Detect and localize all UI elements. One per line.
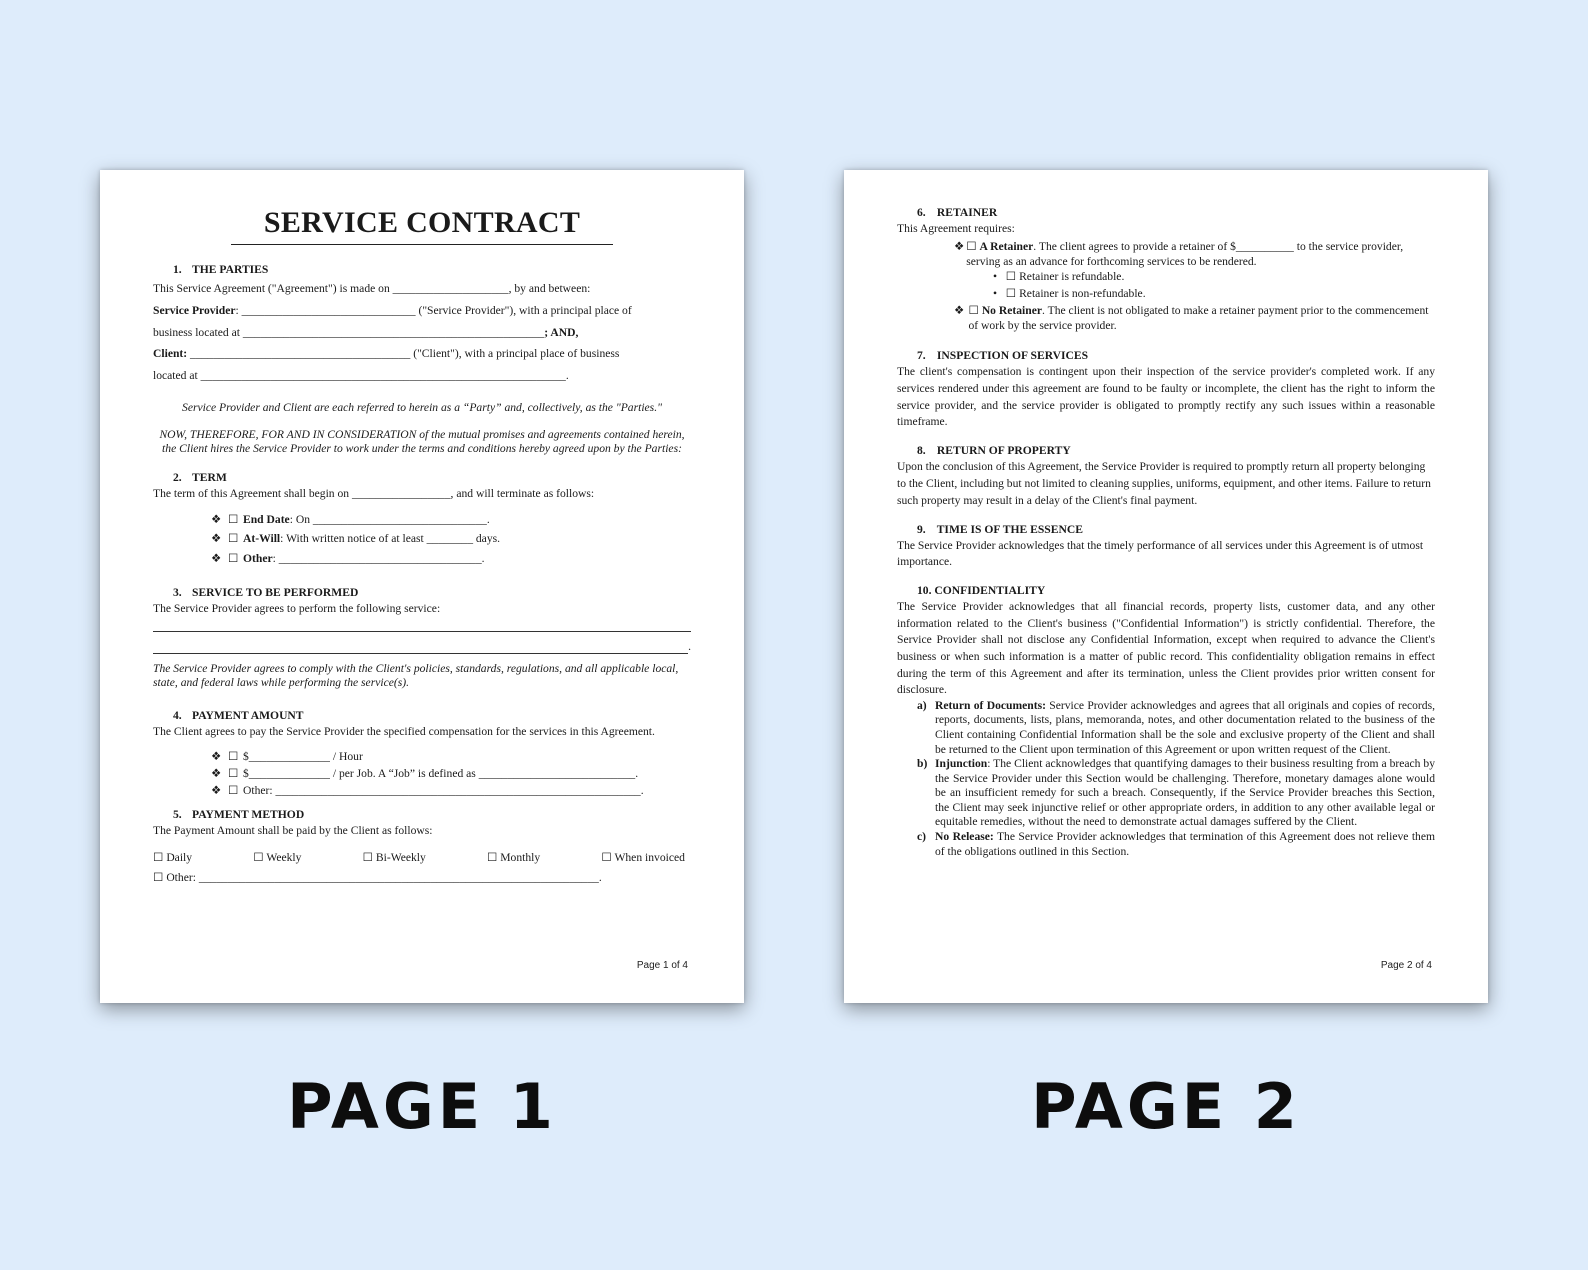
checkbox-icon[interactable]: ☐ — [228, 532, 239, 546]
page-number: Page 1 of 4 — [636, 960, 688, 971]
checkbox-icon[interactable]: ☐ — [228, 749, 239, 763]
party-definition-note: Service Provider and Client are each referred to herein as a “Party” and, collectively, as the "Parties." — [182, 401, 662, 415]
retainer-refundable: • ☐ Retainer is refundable. — [993, 270, 1125, 283]
diamond-bullet-icon: ❖ — [211, 512, 222, 526]
method-option-monthly[interactable]: ☐ Monthly — [486, 850, 541, 864]
retainer-non-refundable: • ☐ Retainer is non-refundable. — [993, 287, 1146, 300]
section-heading-service: 3. SERVICE TO BE PERFORMED — [173, 585, 359, 599]
payment-method-text: The Payment Amount shall be paid by the Client as follows: — [153, 823, 433, 837]
term-text: The term of this Agreement shall begin on _________________, and will terminate as follows: — [153, 486, 595, 500]
retainer-option-a: ❖ ☐ A Retainer. The client agrees to provide a retainer of $__________ to the service provider, serving as an advance for forthcoming services to be rendered. — [954, 240, 1404, 268]
service-compliance-note: The Service Provider agrees to comply with the Client's policies, standards, regulations, and all applicable local, state, and federal laws while performing the service(s). — [153, 661, 679, 690]
page-2-caption: PAGE 2 — [1031, 1070, 1301, 1143]
document-title: SERVICE CONTRACT — [263, 206, 581, 239]
return-property-text: Upon the conclusion of this Agreement, the Service Provider is required to promptly return all property belonging to the Client, including but not limited to cleaning supplies, uniforms, equipment, and other items. Failure to return such property may result in a delay of the Client's final payment. — [897, 460, 1431, 507]
diamond-bullet-icon: ❖ — [954, 240, 965, 253]
term-options — [211, 512, 691, 566]
service-provider-line: Service Provider: ______________________________ ("Service Provider"), with a principal place of — [153, 303, 632, 317]
amount-option-hourly: ❖ ☐ $______________ / Hour — [211, 749, 363, 763]
diamond-bullet-icon: ❖ — [211, 749, 222, 763]
diamond-bullet-icon: ❖ — [211, 532, 222, 546]
section-heading-retainer: 6. RETAINER — [917, 206, 998, 219]
checkbox-icon[interactable]: ☐ — [1005, 270, 1017, 283]
parties-line: This Service Agreement ("Agreement") is made on ____________________, by and between: — [153, 282, 591, 295]
method-option-when-invoiced[interactable]: ☐ When invoiced — [601, 850, 685, 864]
method-option-other[interactable]: ☐ Other: _____________________________________________________________________. — [153, 870, 602, 884]
service-blank-line-1[interactable] — [153, 616, 691, 632]
time-essence-text: The Service Provider acknowledges that the timely performance of all services under this Agreement is of utmost importance. — [897, 538, 1424, 569]
business-location-line: business located at ____________________________________________________; AND, — [153, 325, 579, 339]
checkbox-icon[interactable]: ☐ — [966, 240, 977, 253]
title-underline — [231, 244, 613, 245]
retainer-intro: This Agreement requires: — [897, 222, 1015, 235]
section-heading-confidentiality: 10. CONFIDENTIALITY — [917, 584, 1046, 598]
client-line: Client: ______________________________________ ("Client"), with a principal place of business — [153, 347, 620, 361]
list-item: b) Injunction: The Client acknowledges that quantifying damages to their business resulting from a breach by the Service Provider under this Section would be challenging. Therefore, monetary damages alone would be an insufficient remedy for such a breach. Consequently, if the Service Provider breaches this Section, the Client may seek injunctive relief or other appropriate orders, in addition to any other available legal or equitable remedies, without the need to demonstrate actual damages suffered by the Client. — [917, 757, 1435, 829]
service-blank-line-2[interactable]: . — [153, 638, 691, 654]
checkbox-icon[interactable]: ☐ — [968, 304, 979, 317]
method-option-daily[interactable]: ☐ Daily — [153, 850, 193, 864]
diamond-bullet-icon: ❖ — [211, 551, 222, 565]
client-location-line: located at _______________________________________________________________. — [153, 369, 569, 383]
method-option-bi-weekly[interactable]: ☐ Bi-Weekly — [362, 850, 426, 864]
inspection-text: The client's compensation is contingent upon their inspection of the service provider's completed work. If any services rendered under this agreement are found to be faulty or incomplete, the client has the right to inform the service provider, and the service provider is obligated to promptly rectify any such issues within a reasonable timeframe. — [897, 365, 1435, 429]
section-heading-parties: 1. THE PARTIES — [173, 263, 269, 276]
method-option-weekly[interactable]: ☐ Weekly — [253, 850, 302, 864]
checkbox-icon[interactable]: ☐ — [228, 551, 239, 565]
diamond-bullet-icon: ❖ — [211, 766, 222, 780]
page-1-caption: PAGE 1 — [287, 1070, 557, 1143]
amount-option-per-job: ❖ ☐ $______________ / per Job. A “Job” is defined as ___________________________. — [211, 766, 639, 780]
section-heading-payment-amount: 4. PAYMENT AMOUNT — [173, 708, 304, 722]
diamond-bullet-icon: ❖ — [954, 304, 965, 317]
section-heading-payment-method: 5. PAYMENT METHOD — [173, 807, 305, 821]
checkbox-icon[interactable]: ☐ — [1005, 287, 1017, 300]
payment-amount-text: The Client agrees to pay the Service Provider the specified compensation for the services in this Agreement. — [153, 724, 655, 738]
checkbox-icon[interactable]: ☐ — [228, 512, 239, 526]
payment-method-options — [153, 850, 691, 864]
term-option-other: ❖ ☐ Other: ___________________________________. — [211, 551, 485, 565]
confidentiality-text: The Service Provider acknowledges that all financial records, property lists, customer data, and any other information related to the Client's business ("Confidential Information") is strictly confidential. Therefore, the Service Provider shall not disclose any Confidential Information, except when required to advance the Client's business or when such information is a matter of public record. This confidentiality obligation remains in effect during the term of this Agreement and after its termination, unless the Client provides prior written consent for disclosure. — [897, 600, 1435, 697]
consideration-clause: NOW, THEREFORE, FOR AND IN CONSIDERATION of the mutual promises and agreements contained herein, the Client hires the Service Provider to work under the terms and conditions hereby agreed upon by the Parties: — [159, 427, 685, 456]
payment-amount-options — [211, 749, 691, 798]
service-text: The Service Provider agrees to perform the following service: — [153, 601, 441, 615]
retainer-option-none: ❖ ☐ No Retainer. The client is not obligated to make a retainer payment prior to the commencement of work by the service provider. — [954, 304, 1429, 332]
section-heading-term: 2. TERM — [173, 470, 227, 484]
page-number: Page 2 of 4 — [1380, 960, 1432, 971]
checkbox-icon[interactable]: ☐ — [228, 783, 239, 797]
checkbox-icon[interactable]: ☐ — [228, 766, 239, 780]
amount-option-other: ❖ ☐ Other: _______________________________________________________________. — [211, 783, 644, 797]
list-item: c) No Release: The Service Provider acknowledges that termination of this Agreement does not relieve them of the obligations outlined in this Section. — [917, 830, 1436, 858]
contract-page-2 — [844, 170, 1488, 1003]
term-option-end-date: ❖ ☐ End Date: On ______________________________. — [211, 512, 490, 526]
section-heading-inspection: 7. INSPECTION OF SERVICES — [917, 349, 1089, 362]
contract-page-1 — [100, 170, 744, 1003]
list-item: a) Return of Documents: Service Provider acknowledges and agrees that all originals and copies of records, reports, documents, lists, plans, memoranda, notes, and other documentation related to the business of the Client containing Confidential Information shall be the sole and exclusive property of the Client and shall be returned to the Client upon termination of this Agreement or upon written request of the Client. — [917, 698, 1435, 756]
diamond-bullet-icon: ❖ — [211, 783, 222, 797]
section-heading-time-essence: 9. TIME IS OF THE ESSENCE — [917, 522, 1083, 536]
section-heading-return-property: 8. RETURN OF PROPERTY — [917, 444, 1071, 458]
term-option-at-will: ❖ ☐ At-Will: With written notice of at least ________ days. — [211, 532, 501, 546]
